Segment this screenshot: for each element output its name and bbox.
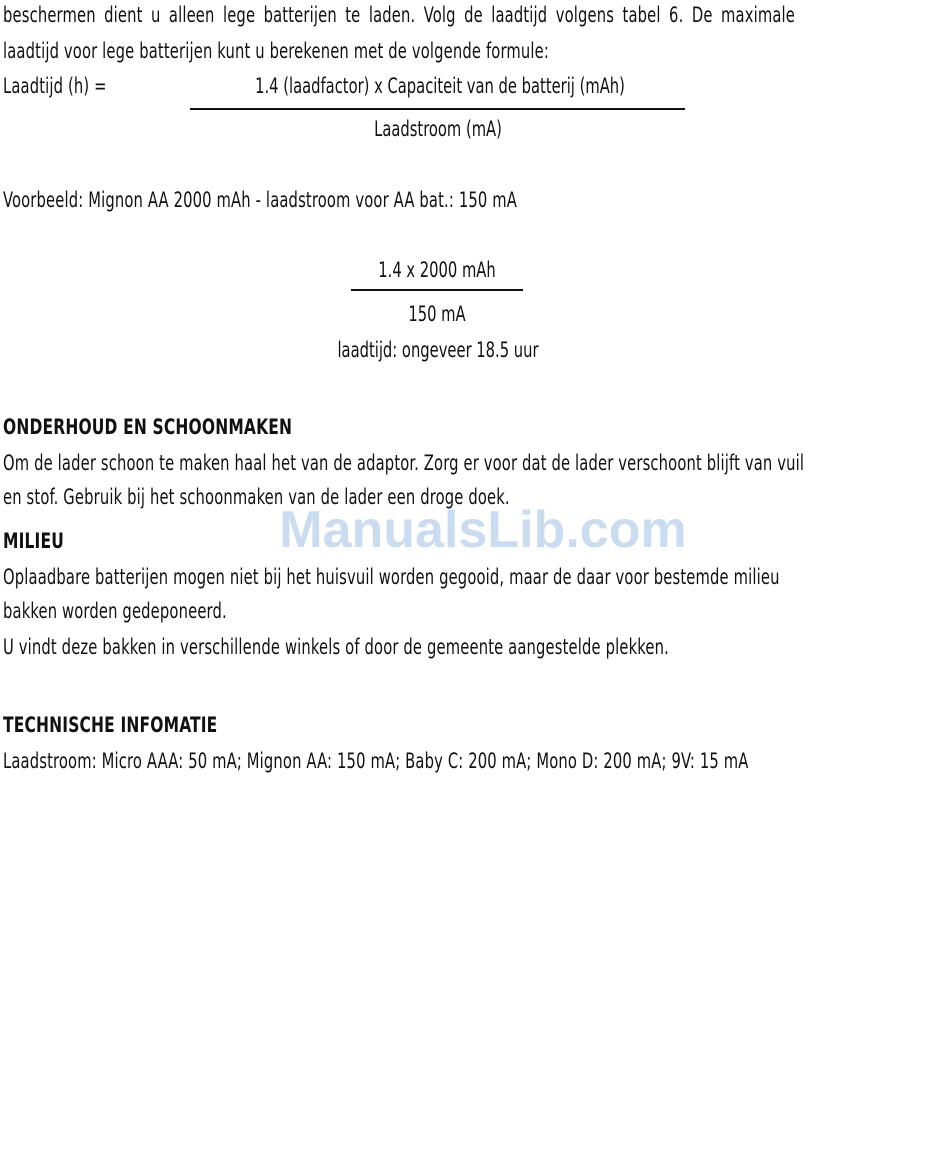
watermark-logo: ManualsLib.com bbox=[279, 501, 687, 559]
example-numerator: 1.4 x 2000 mAh bbox=[378, 258, 496, 282]
technical-heading: TECHNISCHE INFOMATIE bbox=[3, 713, 218, 737]
example-denominator: 150 mA bbox=[408, 302, 466, 326]
formula-denominator: Laadstroom (mA) bbox=[374, 117, 502, 141]
environment-line-1: Oplaadbare batterijen mogen niet bij het huisvuil worden gegooid, maar de daar voor bestemde milieu bbox=[3, 565, 780, 589]
intro-line-1: beschermen dient u alleen lege batterijen te laden. Volg de laadtijd volgens tabel 6. De maximale bbox=[3, 3, 796, 27]
environment-line-2: bakken worden gedeponeerd. bbox=[3, 599, 227, 623]
maintenance-line-1: Om de lader schoon te maken haal het van de adaptor. Zorg er voor dat de lader verschoont blijft van vuil bbox=[3, 451, 805, 475]
formula-label: Laadtijd (h) = bbox=[3, 74, 107, 98]
example-result: laadtijd: ongeveer 18.5 uur bbox=[337, 338, 539, 362]
formula-fraction-bar bbox=[190, 108, 685, 110]
formula-numerator: 1.4 (laadfactor) x Capaciteit van de batterij (mAh) bbox=[255, 74, 625, 98]
environment-heading: MILIEU bbox=[3, 529, 64, 553]
example-fraction-bar bbox=[351, 289, 523, 291]
example-text: Voorbeeld: Mignon AA 2000 mAh - laadstroom voor AA bat.: 150 mA bbox=[3, 188, 517, 212]
environment-line-3: U vindt deze bakken in verschillende winkels of door de gemeente aangestelde plekken. bbox=[3, 635, 669, 659]
maintenance-line-2: en stof. Gebruik bij het schoonmaken van de lader een droge doek. bbox=[3, 485, 510, 509]
technical-line-1: Laadstroom: Micro AAA: 50 mA; Mignon AA: 150 mA; Baby C: 200 mA; Mono D: 200 mA; 9V: 15 mA bbox=[3, 749, 749, 773]
intro-line-2: laadtijd voor lege batterijen kunt u berekenen met de volgende formule: bbox=[3, 39, 549, 63]
maintenance-heading: ONDERHOUD EN SCHOONMAKEN bbox=[3, 415, 293, 439]
